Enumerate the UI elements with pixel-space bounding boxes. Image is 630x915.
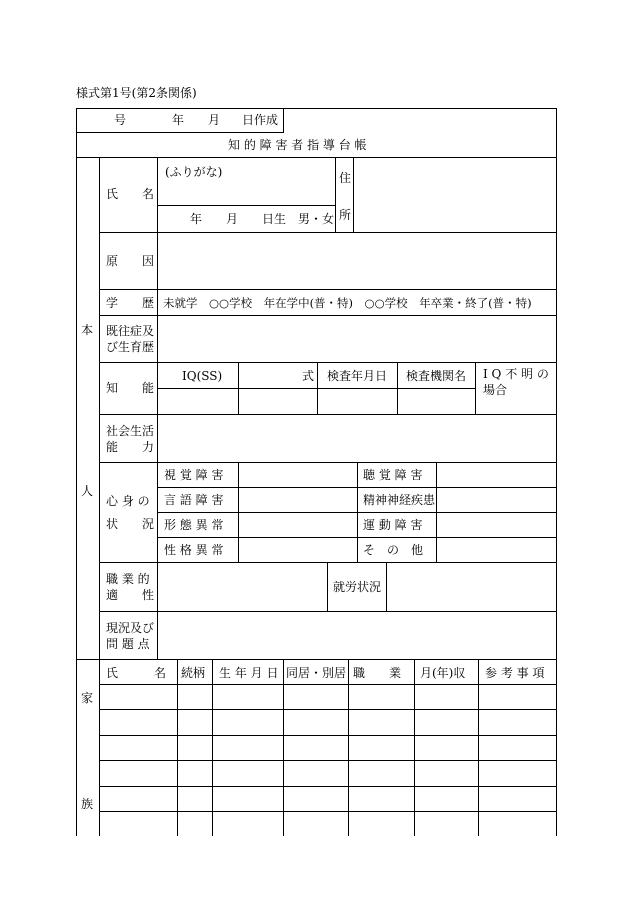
iq-unknown-label-1: I Q 不 明 の — [483, 367, 549, 381]
history-label-1: 既往症及 — [106, 324, 155, 338]
condition-other: そ の 他 — [363, 543, 424, 557]
iq-unknown-label-2: 場合 — [483, 383, 508, 397]
name-label: 氏 名 — [106, 187, 155, 201]
education-text: 未就学 ○○学校 年在学中(普・特) ○○学校 年卒業・終了(普・特) — [163, 296, 532, 310]
condition-motor: 運 動 障 害 — [363, 518, 423, 532]
family-col-occupation: 職 業 — [353, 666, 402, 680]
formula-label: 式 — [302, 369, 315, 383]
family-col-name: 氏 名 — [106, 666, 167, 680]
furigana-label: (ふりがな) — [165, 165, 223, 179]
condition-neuro: 精神神経疾患 — [363, 493, 436, 507]
mind-label-1: 心 身 の — [106, 494, 150, 508]
birth-line: 年 月 日生 男・女 — [190, 212, 335, 226]
side-label-nin: 人 — [81, 484, 94, 498]
test-org-label: 検査機関名 — [406, 369, 467, 383]
condition-form: 形 態 異 常 — [164, 518, 224, 532]
family-col-cohabit: 同居・別居 — [286, 666, 347, 680]
mind-label-2: 状 況 — [106, 517, 155, 531]
current-label-1: 現況及び — [106, 621, 155, 635]
condition-speech: 言 語 障 害 — [164, 493, 224, 507]
address-label-bottom: 所 — [339, 208, 352, 222]
family-col-notes: 参 考 事 項 — [485, 666, 545, 680]
side-label-hon: 本 — [81, 323, 94, 337]
family-col-income: 月(年)収 — [420, 666, 466, 680]
job-label-1: 職 業 的 — [106, 572, 150, 586]
family-col-relation: 続柄 — [181, 666, 206, 680]
condition-visual: 視 覚 障 害 — [164, 468, 224, 482]
intellect-label: 知 能 — [106, 381, 155, 395]
address-label-top: 住 — [339, 171, 352, 185]
family-col-birthdate: 生 年 月 日 — [219, 666, 279, 680]
social-label-1: 社会生活 — [106, 424, 155, 438]
header-month-label: 月 — [208, 113, 221, 127]
header-year-label: 年 — [172, 113, 185, 127]
form-title: 知 的 障 害 者 指 導 台 帳 — [228, 138, 367, 152]
header-created-label: 日作成 — [242, 113, 279, 127]
current-label-2: 問 題 点 — [106, 637, 150, 651]
test-date-label: 検査年月日 — [327, 369, 388, 383]
education-label: 学 歴 — [106, 296, 155, 310]
work-status-label: 就労状況 — [333, 580, 382, 594]
social-label-2: 能 力 — [106, 440, 155, 454]
history-label-2: び生育歴 — [106, 340, 155, 354]
form-caption: 様式第1号(第2条関係) — [76, 86, 197, 100]
header-number-label: 号 — [114, 113, 127, 127]
side-label-zoku: 族 — [81, 797, 94, 811]
cause-label: 原 因 — [106, 254, 155, 268]
condition-hearing: 聴 覚 障 害 — [363, 468, 423, 482]
side-label-ka: 家 — [81, 691, 94, 705]
job-label-2: 適 性 — [106, 588, 155, 602]
condition-personality: 性 格 異 常 — [164, 543, 224, 557]
iq-label: IQ(SS) — [182, 369, 223, 383]
